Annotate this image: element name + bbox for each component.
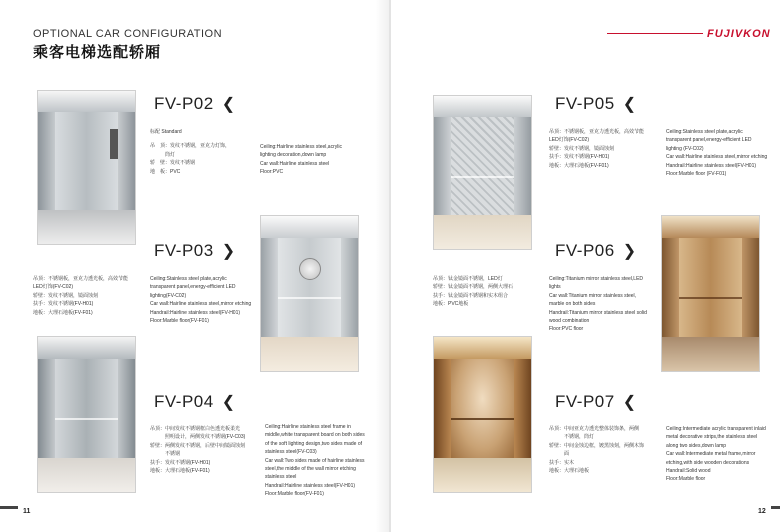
elevator-photo-p06	[661, 215, 760, 372]
spec-line: lighting (FV-C02)	[666, 145, 704, 152]
spec-en-p02	[260, 143, 375, 177]
spec-line: 地板：大理石地板(FV-F01)	[33, 309, 93, 316]
spec-line: 轿 壁：发纹不锈钢	[150, 160, 196, 167]
chevron-right-icon: ❯	[221, 243, 236, 260]
left-page	[0, 0, 389, 532]
spec-line: metal decorative strips,the stainless steel	[666, 434, 758, 441]
model-name: FV-P03	[154, 241, 214, 260]
chevron-left-icon: ❮	[221, 394, 236, 411]
spec-line: Ceiling:Titanium mirror stainless steel,LED	[549, 276, 644, 282]
spec-line: 吊顶：中间发纹不锈钢框白色透光板柔光	[150, 426, 241, 432]
model-title-p07	[555, 392, 637, 412]
elevator-photo-p05	[433, 95, 532, 250]
spec-line: 轿壁：两侧发纹不锈钢，后壁中间镜面蚀刻	[150, 442, 246, 449]
spec-line: 地板：大理石地板	[549, 468, 590, 475]
spec-cn-p02	[150, 128, 250, 176]
spec-line: Ceiling:Hairline stainless steel,acrylic	[260, 144, 342, 150]
spec-line: 扶手：发纹不锈钢(FV-H01)	[549, 154, 610, 161]
spec-line: Ceiling:Stainless steel plate,acrylic	[150, 276, 227, 282]
spec-line: wood combination	[549, 318, 590, 325]
spec-line: Floor:Marble floor(FV-F01)	[265, 491, 324, 498]
spec-cn-p04	[150, 425, 260, 475]
spec-line: 地板：PVC地板	[433, 301, 469, 308]
spec-line: 面	[549, 451, 570, 458]
spec-line: 地板：大理石地板(FV-F01)	[150, 468, 210, 475]
spec-line: Handrail:Titanium mirror stainless steel solid	[549, 309, 647, 316]
spec-line: LED灯饰(FV-C02)	[549, 137, 590, 144]
model-title-p03	[154, 241, 236, 261]
spec-en-p04	[265, 423, 377, 499]
spec-line: lights	[549, 284, 561, 291]
spec-line: 不锈钢，筒灯	[549, 434, 595, 441]
elevator-photo-p07	[433, 336, 532, 493]
spec-line: Ceiling:Stainless steel plate,acrylic	[666, 129, 743, 135]
spec-line: Floor:PVC floor	[549, 326, 584, 333]
spec-line: stainless steel	[265, 474, 297, 481]
spec-line: lighting(FV-C02)	[150, 292, 187, 299]
spec-line: 照明设计，两侧发纹不锈钢(FV-C03)	[150, 434, 246, 441]
spec-line: Floor:Marble floor	[666, 476, 706, 483]
spec-line: of the soft lighting design,two sides made of	[265, 440, 363, 447]
spec-line: 吊 顶：发纹不锈钢，亚克力灯饰，	[150, 143, 231, 150]
model-title-p04	[154, 392, 236, 412]
spec-line: Car wall:Hairline stainless steel	[260, 160, 330, 167]
spec-line: etching,with side wooden decorations	[666, 459, 750, 466]
spec-line: transparent panel,energy-efficient LED	[150, 284, 236, 291]
spec-cn-p07	[549, 425, 661, 475]
model-name: FV-P02	[154, 94, 214, 113]
spec-cn-p03	[33, 275, 143, 317]
spec-line: 轿壁：钛金镜面不锈钢，两侧大理石	[433, 284, 514, 291]
spine-shadow	[375, 0, 389, 532]
spec-line: Floor:Marble floor (FV-F01)	[666, 171, 727, 178]
spec-line: 标配 Standard	[150, 129, 182, 135]
chevron-left-icon: ❮	[622, 394, 637, 411]
spec-line: Ceiling:Hairline stainless steel frame in	[265, 424, 351, 430]
spec-line: Handrail:Hairline stainless steel(FV-H01)	[265, 482, 356, 489]
chevron-left-icon: ❮	[622, 96, 637, 113]
spec-en-p06	[549, 275, 653, 334]
spec-line: 扶手：发纹不锈钢(FV-H01)	[150, 459, 211, 466]
brand-rule	[607, 33, 703, 34]
spec-line: Car wall:Intermediate metal frame,mirror	[666, 451, 756, 458]
page-footer-bar	[771, 506, 780, 509]
spec-line: Floor:PVC	[260, 169, 284, 176]
elevator-photo-p02	[37, 90, 136, 245]
spec-line: Car wall:Hairline stainless steel,mirror etching	[150, 301, 252, 308]
chevron-right-icon: ❯	[622, 243, 637, 260]
model-name: FV-P05	[555, 94, 615, 113]
model-name: FV-P06	[555, 241, 615, 260]
spec-line: 吊顶：中间亚克力透光整体装饰条，两侧	[549, 426, 640, 432]
spec-line: Handrail:Hairline stainless steel(FV-H01)	[666, 162, 757, 169]
model-title-p06	[555, 241, 637, 261]
section-title-en: OPTIONAL CAR CONFIGURATION	[33, 28, 223, 40]
spec-line: 扶手：实木	[549, 459, 575, 466]
page-number: 12	[758, 508, 766, 515]
spec-cn-p06	[433, 275, 543, 309]
spec-line: Car wall:Titanium mirror stainless steel,	[549, 292, 637, 299]
spec-line: Handrail:Solid wood	[666, 468, 711, 475]
elevator-photo-p04	[37, 336, 136, 493]
brand-logo: FUJIVKON	[707, 28, 771, 40]
spec-line: lighting decoration,down lamp	[260, 152, 327, 159]
spec-en-p05	[666, 128, 774, 178]
spec-line: 轿壁：中间金蚀边框，镀黑蚀刻，两侧木饰	[549, 442, 645, 449]
spec-line: LED灯饰(FV-C02)	[33, 284, 74, 291]
spec-line: along two sides,down lamp	[666, 442, 727, 449]
spec-line: stainless steel(FV-C03)	[265, 449, 317, 456]
spec-line: 轿壁：发纹不锈钢，镜面蚀刻	[33, 292, 99, 299]
spec-line: Ceiling:Intermediate acrylic transparent inlaid	[666, 426, 766, 432]
spec-en-p07	[666, 425, 774, 484]
spec-line: 筒灯	[150, 151, 176, 158]
spec-line: 吊顶：不锈钢板，亚克力透光板，高效节能	[33, 276, 129, 282]
spec-line: 扶手：发纹不锈钢(FV-H01)	[33, 301, 94, 308]
spec-line: Handrail:Hairline stainless steel(FV-H01)	[150, 309, 241, 316]
spec-line: Car wall:Two sides made of hairline stainless	[265, 457, 365, 464]
model-title-p05	[555, 94, 637, 114]
model-name: FV-P04	[154, 392, 214, 411]
spec-line: 吊顶：钛金镜面不锈钢，LED灯	[433, 276, 503, 282]
page-footer-bar	[0, 506, 18, 509]
model-title-p02	[154, 94, 236, 114]
spec-cn-p05	[549, 128, 659, 170]
spec-line: middle,white transparent board on both sides	[265, 432, 365, 439]
spec-line: Car wall:Hairline stainless steel,mirror etching	[666, 154, 768, 161]
spec-line: 不锈钢	[150, 451, 181, 458]
spec-en-p03	[150, 275, 255, 325]
spec-line: 吊顶：不锈钢板，亚克力透光板，高效节能	[549, 129, 645, 135]
right-page	[391, 0, 780, 532]
model-name: FV-P07	[555, 392, 615, 411]
spec-line: 地板：大理石地板(FV-F01)	[549, 162, 609, 169]
spec-line: marble on both sides	[549, 301, 596, 308]
spec-line: 地 板：PVC	[150, 168, 181, 175]
chevron-left-icon: ❮	[221, 96, 236, 113]
elevator-photo-p03	[260, 215, 359, 372]
section-title-cn: 乘客电梯选配轿厢	[33, 44, 162, 61]
spec-line: transparent panel,energy-efficient LED	[666, 137, 752, 144]
spec-line: 扶手：钛金镜面不锈钢和实木组合	[433, 292, 509, 299]
spec-line: Floor:Marble floor(FV-F01)	[150, 318, 209, 325]
page-number: 11	[23, 508, 31, 515]
spec-line: steel,the middle of the wall mirror etching	[265, 466, 356, 473]
spec-line: 轿壁：发纹不锈钢，镜面蚀刻	[549, 145, 615, 152]
